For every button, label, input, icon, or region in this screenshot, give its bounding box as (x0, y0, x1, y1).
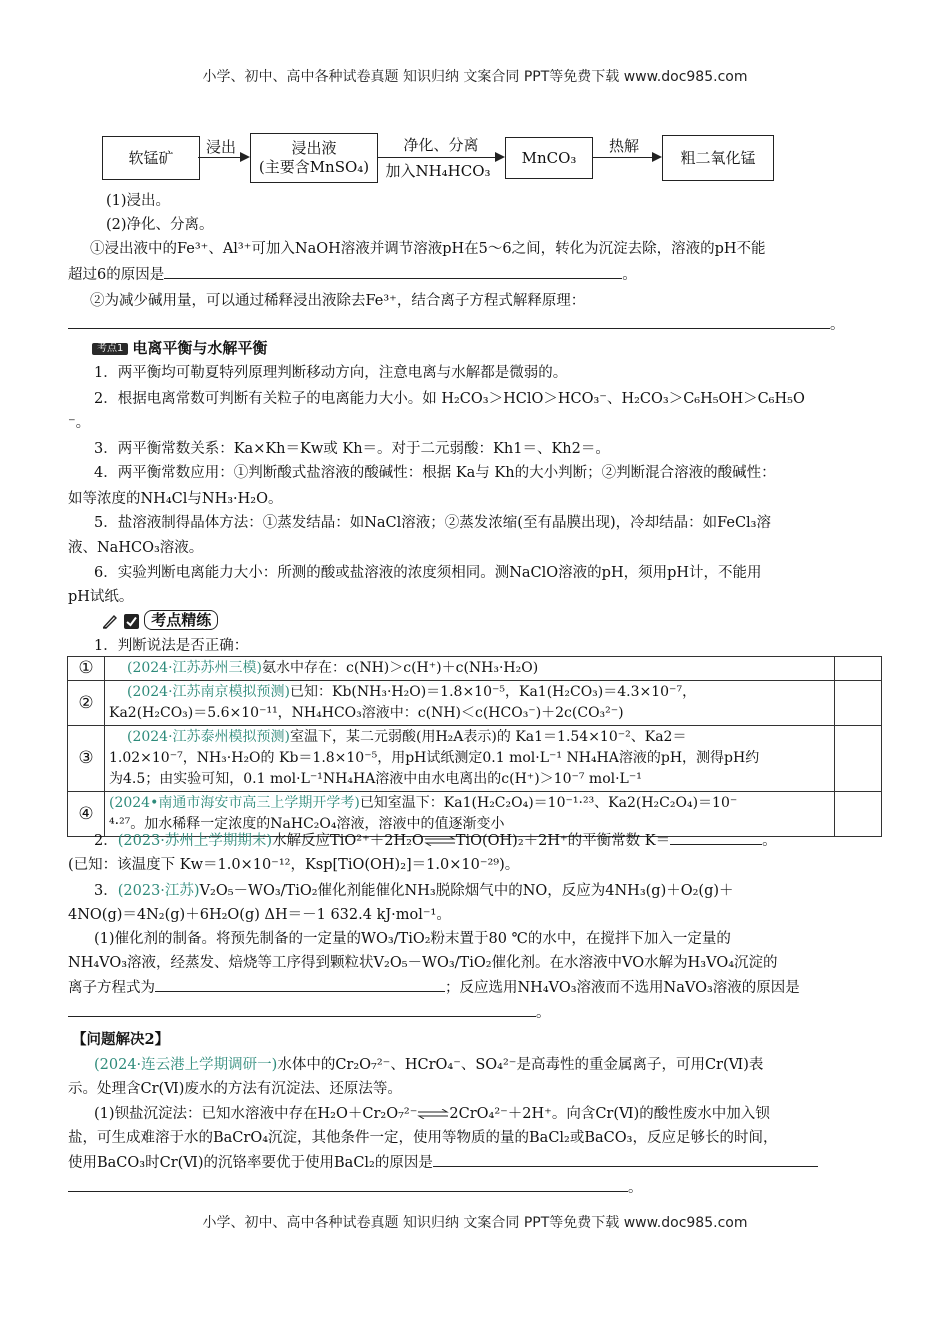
flow-box-leachate (250, 133, 378, 183)
row-number: ④ (68, 792, 105, 837)
q3-line1: V₂O₅－WO₃/TiO₂催化剂能催化NH₃脱除烟气中的NO，反应为4NH₃(g)＋O₂(g)＋ (199, 883, 734, 899)
problem-p2a-text: (1)钡盐沉淀法：已知水溶液中存在H₂O＋Cr₂O₇²⁻ (94, 1106, 418, 1122)
practice-badge: 考点精练 (144, 610, 218, 630)
row-statement (105, 726, 835, 792)
question-2a-line2 (68, 262, 883, 288)
equilibrium-arrow-icon (417, 1109, 449, 1119)
flow-box-ore (102, 136, 200, 180)
practice-q1-intro: 1．判断说法是否正确： (94, 638, 249, 654)
flow-box-mnco3 (505, 137, 593, 179)
row-number: ② (68, 681, 105, 726)
flow-arrow2 (377, 157, 497, 158)
practice-q2-note: (已知：该温度下 Kw＝1.0×10⁻¹²，Ksp[TiO(OH)₂]＝1.0×10⁻²⁹)。 (68, 857, 520, 873)
flow-arrow3 (592, 157, 654, 158)
statement-line: 室温下，某二元弱酸(用H₂A表示)的 Ka1＝1.54×10⁻²、Ka2＝ (290, 729, 687, 745)
q2-text-b: TiO(OH)₂＋2H⁺的平衡常数 K＝ (455, 833, 671, 849)
flow-arrow2-top-label: 净化、分离 (403, 136, 479, 154)
practice-q3 (94, 878, 894, 904)
section-tag: 考点1 (92, 343, 128, 355)
flow-arrow2-bottom-label: 加入NH₄HCO₃ (385, 162, 491, 180)
question-2a-text: 超过6的原因是 (68, 267, 165, 283)
statement-line: 已知室温下：Ka1(H₂C₂O₄)＝10⁻¹·²³、Ka2(H₂C₂O₄)＝10⁻ (359, 795, 738, 811)
statement-line: ⁴·²⁷。加水稀释一定浓度的NaHC₂O₄溶液，溶液中的值逐渐变小 (109, 816, 505, 832)
period: 。 (830, 317, 845, 333)
practice-q3-line2: 4NO(g)＝4N₂(g)＋6H₂O(g) ΔH＝－1 632.4 kJ·mol⁻¹。 (68, 907, 451, 923)
answer-blank[interactable] (433, 1150, 818, 1167)
source-label: (2024•南通市海安市高三上学期开学考) (109, 795, 360, 811)
judgment-table (67, 656, 882, 837)
arrow-right-icon (240, 152, 250, 162)
flow-box-crude-mno2 (662, 135, 774, 181)
period: 。 (762, 833, 777, 849)
arrow-right-icon (652, 152, 662, 162)
problem-p1a-text: 水体中的Cr₂O₇²⁻、HCrO₄⁻、SO₄²⁻是高毒性的重金属离子，可用Cr(Ⅵ)表 (277, 1057, 764, 1073)
section-header (92, 338, 267, 359)
problem-p2a2-text: 2CrO₄²⁻＋2H⁺。向含Cr(Ⅵ)的酸性废水中加入钡 (449, 1106, 770, 1122)
knowledge-item-2: 2．根据电离常数可判断有关粒子的电离能力大小。如 H₂CO₃＞HClO＞HCO₃⁻、H₂CO₃＞C₆H₅OH＞C₆H₅O (94, 391, 805, 407)
question-2: (2)净化、分离。 (106, 217, 214, 233)
knowledge-item-4: 4．两平衡常数应用：①判断酸式盐溶液的酸碱性：根据 Ka与 Kh的大小判断；②判断混合溶液的酸碱性： (94, 465, 776, 481)
period: 。 (536, 1005, 551, 1021)
source-label: (2023·江苏) (117, 883, 200, 899)
problem-answer (68, 1175, 883, 1201)
page-header: 小学、初中、高中各种试卷真题 知识归纳 文案合同 PPT等免费下载 www.doc985.com (202, 69, 748, 85)
flow-arrow1-label: 浸出 (205, 138, 236, 156)
period: 。 (622, 267, 637, 283)
question-1: (1)浸出。 (106, 193, 171, 209)
knowledge-item-1: 1．两平衡均可勒夏特列原理判断移动方向，注意电离与水解都是微弱的。 (94, 365, 568, 381)
practice-q3-1b: NH₄VO₃溶液，经蒸发、焙烧等工序得到颗粒状V₂O₅－WO₃/TiO₂催化剂。在水溶液中VO水解为H₃VO₄沉淀的 (68, 955, 778, 971)
answer-blank[interactable] (164, 262, 622, 279)
knowledge-item-2-cont: ⁻。 (68, 415, 91, 431)
flow-arrow3-label: 热解 (608, 137, 639, 155)
table-row (68, 681, 882, 726)
problem-p2a (94, 1101, 889, 1127)
pen-icon (102, 613, 118, 629)
flow-box-mnco3-label: MnCO₃ (521, 148, 577, 167)
row-number: ③ (68, 726, 105, 792)
statement-line: 氨水中存在：c(NH)＞c(H⁺)＋c(NH₃·H₂O) (262, 660, 539, 676)
problem-title: 【问题解决2】 (72, 1031, 170, 1048)
practice-q3-answer (68, 1000, 883, 1026)
flow-box-crude-mno2-label: 粗二氧化锰 (680, 148, 756, 167)
section-title: 电离平衡与水解平衡 (132, 339, 268, 357)
answer-blank[interactable] (68, 312, 830, 329)
question-2b-answer (68, 312, 883, 338)
knowledge-item-6-cont: pH试纸。 (68, 589, 134, 605)
problem-p1a (94, 1052, 889, 1078)
question-2a-line1: ①浸出液中的Fe³⁺、Al³⁺可加入NaOH溶液并调节溶液pH在5～6之间，转化为沉淀去除，溶液的pH不能 (90, 241, 766, 257)
flow-box-leachate-line2: (主要含MnSO₄) (258, 158, 370, 176)
page-footer: 小学、初中、高中各种试卷真题 知识归纳 文案合同 PPT等免费下载 www.doc985.com (202, 1215, 748, 1231)
knowledge-item-3: 3．两平衡常数关系：Ka×Kh＝Kw或 Kh＝。对于二元弱酸：Kh1＝、Kh2＝。 (94, 441, 610, 457)
answer-cell[interactable] (835, 657, 882, 681)
problem-p2c-text: 使用BaCO₃时Cr(Ⅵ)的沉铬率要优于使用BaCl₂的原因是 (68, 1155, 433, 1171)
table-row (68, 657, 882, 681)
practice-header (102, 610, 218, 632)
question-2b: ②为减少碱用量，可以通过稀释浸出液除去Fe³⁺，结合离子方程式解释原理： (90, 293, 586, 309)
table-row (68, 726, 882, 792)
source-label: (2024·连云港上学期调研一) (94, 1057, 278, 1073)
practice-q3-1a: (1)催化剂的制备。将预先制备的一定量的WO₃/TiO₂粉末置于80 ℃的水中，在搅拌下加入一定量的 (94, 931, 731, 947)
answer-cell[interactable] (835, 726, 882, 792)
statement-line: 1.02×10⁻⁷，NH₃·H₂O的 Kb＝1.8×10⁻⁵，用pH试纸测定0.1 mol·L⁻¹ NH₄HA溶液的pH，测得pH约 (109, 750, 760, 766)
source-label: (2024·江苏泰州模拟预测) (127, 729, 291, 745)
flow-box-ore-label: 软锰矿 (128, 148, 174, 167)
practice-q2 (94, 828, 894, 854)
problem-p2c (68, 1150, 883, 1176)
q3-1d-text: ；反应选用NH₄VO₃溶液而不选用NaVO₃溶液的原因是 (445, 980, 800, 996)
checkbox-icon (123, 613, 140, 630)
row-number: ① (68, 657, 105, 681)
q2-text: 水解反应TiO²⁺＋2H₂O (272, 833, 424, 849)
source-label: (2023·苏州上学期期末) (117, 833, 273, 849)
equilibrium-arrow-icon (424, 836, 456, 846)
problem-p1b: 示。处理含Cr(Ⅵ)废水的方法有沉淀法、还原法等。 (68, 1081, 402, 1097)
row-statement (105, 681, 835, 726)
knowledge-item-4-cont: 如等浓度的NH₄Cl与NH₃·H₂O。 (68, 491, 283, 507)
flow-box-leachate-line1: 浸出液 (291, 139, 337, 158)
q3-number: 3． (94, 883, 118, 899)
answer-blank[interactable] (155, 975, 445, 992)
knowledge-item-5: 5．盐溶液制得晶体方法：①蒸发结晶：如NaCl溶液；②蒸发浓缩(至有晶膜出现)，冷却结晶：如FeCl₃溶 (94, 515, 771, 531)
knowledge-item-5-cont: 液、NaHCO₃溶液。 (68, 540, 204, 556)
practice-q3-1c (68, 975, 883, 1001)
source-label: (2024·江苏南京模拟预测) (127, 684, 291, 700)
q2-number: 2． (94, 833, 118, 849)
source-label: (2024·江苏苏州三模) (127, 660, 263, 676)
statement-line: Ka2(H₂CO₃)＝5.6×10⁻¹¹，NH₄HCO₃溶液中：c(NH)＜c(HCO₃⁻)＋2c(CO₃²⁻) (109, 705, 624, 721)
period: 。 (628, 1180, 643, 1196)
answer-blank[interactable] (68, 1175, 628, 1192)
flow-arrow1 (198, 157, 242, 158)
problem-p2b: 盐，可生成难溶于水的BaCrO₄沉淀，其他条件一定，使用等物质的量的BaCl₂或BaCO₃，反应足够长的时间， (68, 1130, 778, 1146)
knowledge-item-6: 6．实验判断电离能力大小：所测的酸或盐溶液的浓度须相同。测NaClO溶液的pH，须用pH计，不能用 (94, 565, 762, 581)
statement-line: 已知：Kb(NH₃·H₂O)＝1.8×10⁻⁵，Ka1(H₂CO₃)＝4.3×10⁻⁷， (290, 684, 697, 700)
statement-line: 为4.5；由实验可知，0.1 mol·L⁻¹NH₄HA溶液中由水电离出的c(H⁺)＞10⁻⁷ mol·L⁻¹ (109, 771, 642, 787)
row-statement (105, 657, 835, 681)
answer-blank[interactable] (670, 828, 762, 845)
answer-blank[interactable] (68, 1000, 536, 1017)
answer-cell[interactable] (835, 681, 882, 726)
q3-1c-text: 离子方程式为 (68, 980, 155, 996)
